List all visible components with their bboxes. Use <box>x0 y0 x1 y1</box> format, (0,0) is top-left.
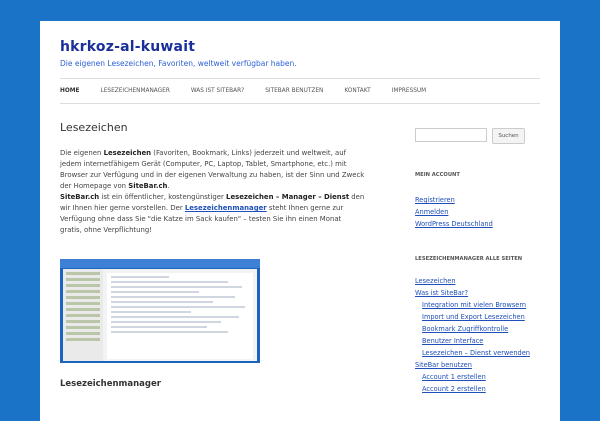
page-link[interactable]: Benutzer Interface <box>422 337 484 345</box>
nav-item-sitebar-benutzen[interactable]: SITEBAR BENUTZEN <box>265 88 324 94</box>
page-title: Lesezeichen <box>60 121 128 134</box>
nav-item-home[interactable]: HOME <box>60 88 80 94</box>
page-link[interactable]: Lesezeichen <box>415 277 456 285</box>
widget-title-pages: LESEZEICHENMANAGER ALLE SEITEN <box>415 256 523 262</box>
section-heading-lesezeichenmanager: Lesezeichenmanager <box>60 379 161 389</box>
page-link[interactable]: Bookmark Zugriffkontrolle <box>422 325 509 333</box>
nav-item-lesezeichenmanager[interactable]: LESEZEICHENMANAGER <box>100 88 170 94</box>
site-title[interactable]: hkrkoz-al-kuwait <box>60 39 196 55</box>
site-tagline: Die eigenen Lesezeichen, Favoriten, weltweit verfügbar haben. <box>60 59 297 68</box>
sitebar-screenshot-image[interactable] <box>60 259 260 363</box>
page-link[interactable]: Account 1 erstellen <box>422 373 486 381</box>
account-links <box>415 194 493 230</box>
nav-item-impressum[interactable]: IMPRESSUM <box>391 88 427 94</box>
page-link[interactable]: Account 2 erstellen <box>422 385 486 393</box>
page-link[interactable]: Import und Export Lesezeichen <box>422 313 525 321</box>
main-content <box>60 121 365 389</box>
main-navigation <box>60 78 540 104</box>
nav-item-kontakt[interactable]: KONTAKT <box>344 88 371 94</box>
nav-item-was-ist-sitebar[interactable]: WAS IST SITEBAR? <box>190 88 245 94</box>
page-link[interactable]: Integration mit vielen Browsern <box>422 301 527 309</box>
search-button[interactable]: Suchen <box>492 128 525 144</box>
widget-title-account: MEIN ACCOUNT <box>415 172 460 178</box>
screenshot-browser-bar <box>60 259 260 268</box>
search-input[interactable] <box>415 128 487 142</box>
link-wordpress-deutschland[interactable]: WordPress Deutschland <box>415 220 493 228</box>
link-anmelden[interactable]: Anmelden <box>415 208 449 216</box>
intro-paragraph: Die eigenen Lesezeichen (Favoriten, Bookmark, Links) jederzeit und weltweit, auf jedem internetfähigem Gerät (Computer, PC, Laptop, Tablet, Smartphone, etc.) mit Browser zur Verfügung und in der eigenen Verwaltung zu haben, ist der Sinn und Zweck der Homepage von SiteBar.ch. SiteBar.ch ist ein öffentlicher, kostengünstiger Lesezeichen – Manager – Dienst den wir Ihnen hier gerne vorstellen. Der Lesezeichenmanager steht Ihnen gerne zur Verfügung ohne dass Sie "die Katze im Sack kaufen" – testen Sie ihn einen Monat gratis, ohne Verpflichtung! <box>60 149 365 234</box>
pages-list <box>415 275 530 395</box>
page-link[interactable]: Was ist SiteBar? <box>415 289 469 297</box>
page-link[interactable]: SiteBar benutzen <box>415 361 472 369</box>
page-link[interactable]: Lesezeichen – Dienst verwenden <box>422 349 530 357</box>
page-container <box>40 21 560 421</box>
link-registrieren[interactable]: Registrieren <box>415 196 455 204</box>
lesezeichenmanager-link[interactable]: Lesezeichenmanager <box>184 204 267 212</box>
